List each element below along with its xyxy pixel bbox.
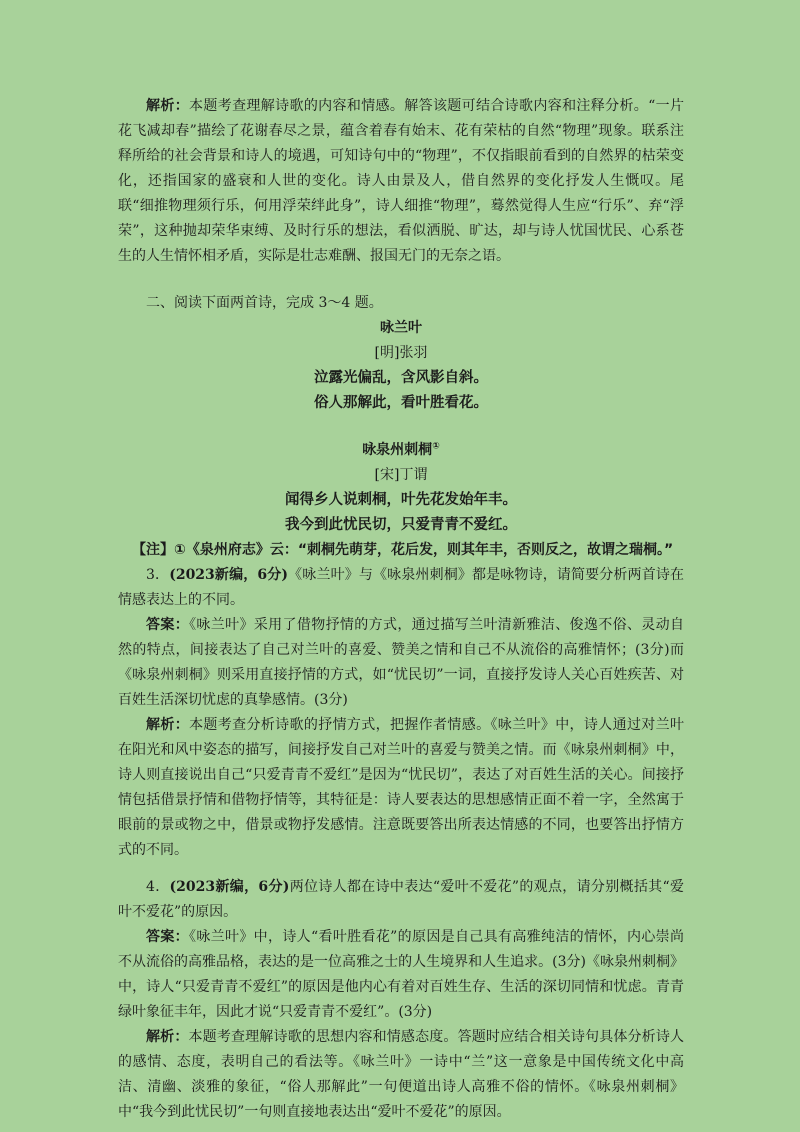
poem1-author: [明]张羽 — [374, 345, 428, 361]
q4-answer-text: 《咏兰叶》中，诗人“看叶胜看花”的原因是自己具有高雅纯洁的情怀，内心崇尚不从流俗的高雅品格，表达的是一位高雅之士的人生境界和人生追求。(3分)《咏泉州刺桐》中，诗人“只爱青青不爱红”的原因是他内心有着对百姓生存、生活的深切同情和忧虑。青青绿叶象征丰年，因此才说“只爱青青不爱红”。(3分) — [118, 929, 685, 1020]
analysis-paragraph — [118, 94, 684, 269]
q3-analysis — [118, 713, 684, 863]
poem1-line-1: 泣露光偏乱，含风影自斜。 — [314, 370, 488, 386]
q3-analysis-label: 解析： — [146, 717, 190, 733]
q3-answer-label: 答案： — [146, 617, 190, 633]
question-4 — [118, 875, 684, 925]
poem2-title-line — [118, 438, 684, 463]
q3-answer — [118, 613, 684, 713]
footnote-marker: ① — [432, 441, 440, 452]
q4-answer — [118, 925, 684, 1025]
poem2-title: 咏泉州刺桐 — [362, 442, 433, 458]
document-body — [118, 94, 684, 1125]
q3-answer-text: 《咏兰叶》采用了借物抒情的方式，通过描写兰叶清新雅洁、俊逸不俗、灵动自然的特点，间接表达了自己对兰叶的喜爱、赞美之情和自己不从流俗的高雅情怀；(3分)而《咏泉州刺桐》则采用直接抒情的方式，如“忧民切”一词，直接抒发诗人关心百姓疾苦、对百姓生活深切忧虑的真挚感情。(3分) — [118, 617, 685, 708]
poem2-line-1: 闻得乡人说刺桐，叶先花发始年丰。 — [285, 492, 517, 508]
q4-analysis — [118, 1025, 684, 1125]
poem-note: 【注】①《泉州府志》云：“刺桐先萌芽，花后发，则其年丰，否则反之，故谓之瑞桐。” — [132, 542, 674, 558]
q4-analysis-label: 解析： — [146, 1029, 189, 1045]
analysis-text: 本题考查理解诗歌的内容和情感。解答该题可结合诗歌内容和注释分析。“一片花飞减却春”描绘了花谢春尽之景，蕴含着春有始末、花有荣枯的自然“物理”现象。联系注释所给的社会背景和诗人的境遇，可知诗句中的“物理”，不仅指眼前看到的自然界的枯荣变化，还指国家的盛衰和人世的变化。诗人由景及人，借自然界的变化抒发人生慨叹。尾联“细推物理须行乐，何用浮荣绊此身”，诗人细推“物理”，蓦然觉得人生应“行乐”、弃“浮荣”，这种抛却荣华束缚、及时行乐的想法，看似洒脱、旷达，却与诗人忧国忧民、心系苍生的人生情怀相矛盾，实际是壮志难酬、报国无门的无奈之语。 — [118, 98, 685, 264]
q4-answer-label: 答案： — [146, 929, 190, 945]
poem1-line-2: 俗人那解此，看叶胜看花。 — [314, 395, 488, 411]
q4-number: 4． — [146, 879, 170, 895]
q4-text: 两位诗人都在诗中表达“爱叶不爱花”的观点，请分别概括其“爱叶不爱花”的原因。 — [118, 879, 684, 920]
poem2-line-2: 我今到此忧民切，只爱青青不爱红。 — [285, 517, 517, 533]
poem2-author: [宋]丁谓 — [374, 467, 428, 483]
poem1-title: 咏兰叶 — [380, 320, 422, 336]
q4-tag: (2023新编，6分) — [169, 879, 290, 895]
question-3 — [118, 563, 684, 613]
q3-text: 《咏兰叶》与《咏泉州刺桐》都是咏物诗，请简要分析两首诗在情感表达上的不同。 — [118, 567, 684, 608]
q3-tag: (2023新编，6分) — [169, 567, 289, 583]
section-heading: 二、阅读下面两首诗，完成 3～4 题。 — [146, 295, 383, 311]
analysis-label: 解析： — [146, 98, 190, 114]
q4-analysis-text: 本题考查理解诗歌的思想内容和情感态度。答题时应结合相关诗句具体分析诗人的感情、态度，表明自己的看法等。《咏兰叶》一诗中“兰”这一意象是中国传统文化中高洁、清幽、淡雅的象征，“俗人那解此”一句便道出诗人高雅不俗的情怀。《咏泉州刺桐》中“我今到此忧民切”一句则直接地表达出“爱叶不爱花”的原因。 — [118, 1029, 685, 1120]
q3-number: 3． — [146, 567, 170, 583]
q3-analysis-text: 本题考查分析诗歌的抒情方式，把握作者情感。《咏兰叶》中，诗人通过对兰叶在阳光和风中姿态的描写，间接抒发自己对兰叶的喜爱与赞美之情。而《咏泉州刺桐》中，诗人则直接说出自己“只爱青青不爱红”是因为“忧民切”，表达了对百姓生活的关心。间接抒情包括借景抒情和借物抒情等，其特征是：诗人要表达的思想感情正面不着一字，全然寓于眼前的景或物之中，借景或物抒发感情。注意既要答出所表达情感的不同，也要答出抒情方式的不同。 — [118, 717, 685, 858]
